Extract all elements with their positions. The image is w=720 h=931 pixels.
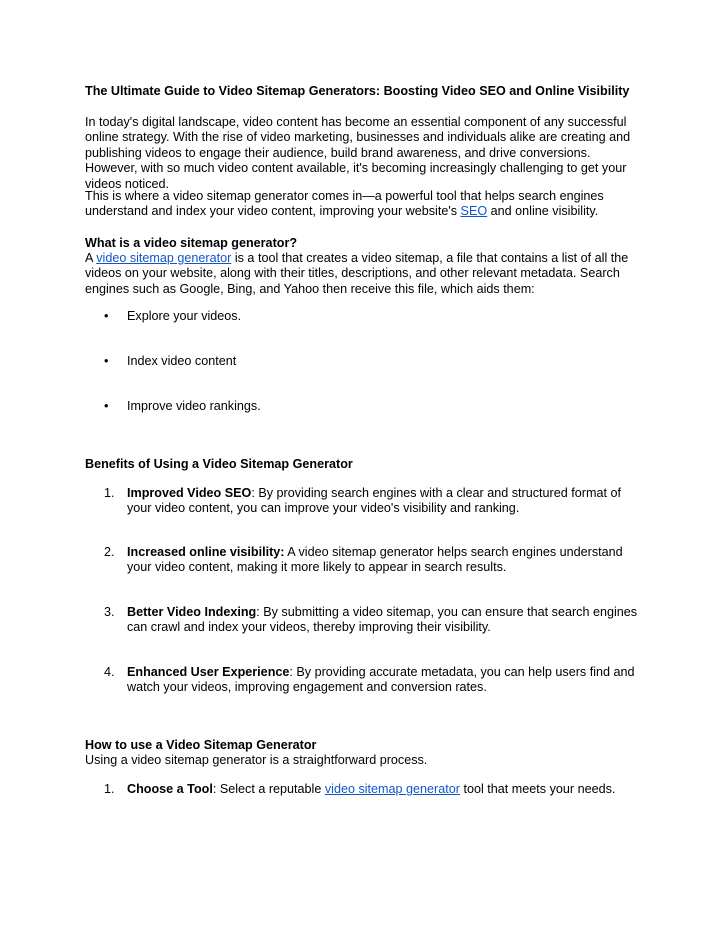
list-number: 2. [104,545,115,559]
document-title: The Ultimate Guide to Video Sitemap Generators: Boosting Video SEO and Online Visibility [85,84,630,98]
what-is-before: A [85,251,97,265]
list-number: 4. [104,665,115,679]
step-text-before: : Select a reputable [212,782,325,796]
benefit-title: Enhanced User Experience [127,665,290,679]
benefit-title: Better Video Indexing [127,605,257,619]
intro-paragraph-2 [85,189,645,220]
section-heading-how-to: How to use a Video Sitemap Generator [85,738,317,752]
benefit-text: : By submitting a video sitemap, you can ensure that search engines can crawl and index your videos, thereby improving their visibility. [127,605,638,635]
intro-text-2 [85,189,645,220]
intro-text-2-before: This is where a video sitemap generator comes in—a powerful tool that helps search engines understand and index your video content, improving your website's [85,189,604,219]
how-to-step-1 [127,782,647,797]
step-title: Choose a Tool [127,782,213,796]
benefit-text: : By providing search engines with a clear and structured format of your video content, you can improve your video's visibility and ranking. [127,486,621,516]
list-number: 1. [104,486,115,500]
intro-paragraph [85,115,645,192]
bullet-icon: • [104,399,109,413]
video-sitemap-generator-link[interactable]: video sitemap generator [96,251,232,265]
benefit-title: Increased online visibility: [127,545,285,559]
list-number: 3. [104,605,115,619]
bullet-item-improve: Improve video rankings. [127,399,261,413]
benefit-item-4 [127,665,647,696]
bullet-icon: • [104,309,109,323]
benefit-item-1 [127,486,647,517]
list-number: 1. [104,782,115,796]
video-sitemap-generator-tool-link[interactable]: video sitemap generator [324,782,460,796]
bullet-item-index: Index video content [127,354,237,368]
section-heading-what-is: What is a video sitemap generator? [85,236,298,250]
benefit-title: Improved Video SEO [127,486,252,500]
section-heading-benefits: Benefits of Using a Video Sitemap Generator [85,457,353,471]
seo-link[interactable]: SEO [460,204,488,219]
what-is-text [85,251,645,297]
bullet-item-explore: Explore your videos. [127,309,242,323]
bullet-icon: • [104,354,109,368]
what-is-paragraph [85,251,645,297]
benefit-text: : By providing accurate metadata, you can help users find and watch your videos, improving engagement and conversion rates. [127,665,635,695]
what-is-after: is a tool that creates a video sitemap, a file that contains a list of all the videos on your website, along with their titles, descriptions, and other relevant metadata. Search engines such as Google, Bing, and Yahoo then receive this file, which aids them: [85,251,629,296]
how-to-intro: Using a video sitemap generator is a straightforward process. [85,753,428,767]
benefit-text: A video sitemap generator helps search engines understand your video content, making it more likely to appear in search results. [127,545,623,575]
benefit-item-3 [127,605,647,636]
step-text-after: tool that meets your needs. [459,782,616,796]
benefit-item-2 [127,545,647,576]
intro-text-2-after: and online visibility. [487,204,599,219]
intro-text: In today's digital landscape, video content has become an essential component of any successful online strategy. With the rise of video marketing, businesses and individuals alike are creating and publishing videos to engage their audience, build brand awareness, and drive conversions. However, with so much video content available, it's becoming increasingly challenging to get your videos noticed. [85,115,631,191]
